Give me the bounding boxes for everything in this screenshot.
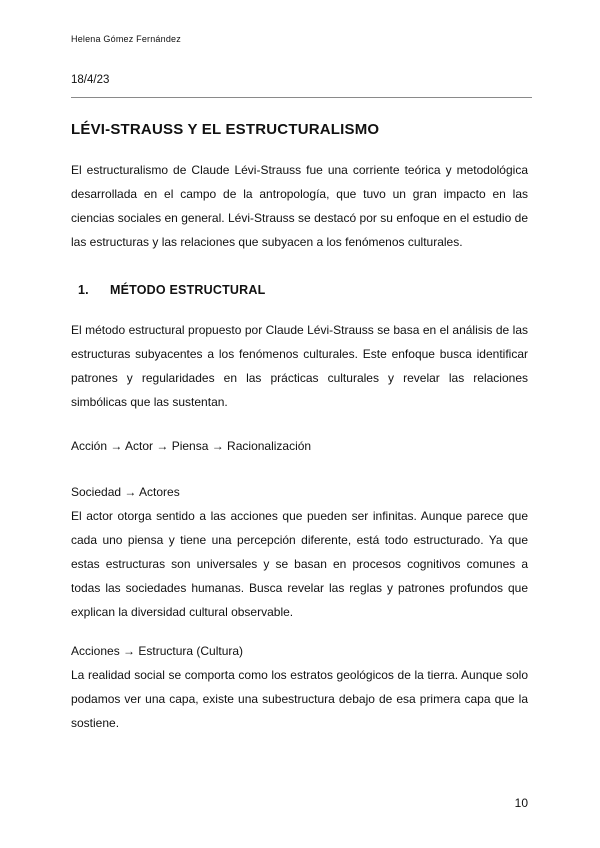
flow-line-sociedad: Sociedad → Actores <box>71 485 180 499</box>
document-author: Helena Gómez Fernández <box>71 34 181 44</box>
section-number: 1. <box>78 283 89 297</box>
document-title: LÉVI-STRAUSS Y EL ESTRUCTURALISMO <box>71 121 380 138</box>
flow-line-acciones: Acciones → Estructura (Cultura) <box>71 644 244 658</box>
section-heading-text: MÉTODO ESTRUCTURAL <box>110 283 266 297</box>
section-paragraph-1: El método estructural propuesto por Claude Lévi-Strauss se basa en el análisis de las estructuras subyacentes a los fenómenos culturales. Este enfoque busca identificar patrones y regularidades en las prácticas culturales y revelar las relaciones simbólicas que las sustentan. <box>71 323 528 409</box>
intro-paragraph: El estructuralismo de Claude Lévi-Strauss fue una corriente teórica y metodológica desarrollada en el campo de la antropología, que tuvo un gran impacto en las ciencias sociales en general. Lévi-Strauss se destacó por su enfoque en el estudio de las estructuras y las relaciones que subyacen a los fenómenos culturales. <box>71 163 528 249</box>
section-heading <box>78 283 528 297</box>
flow-line-accion: Acción → Actor → Piensa → Racionalización <box>71 439 312 453</box>
header-divider <box>71 97 532 98</box>
document-date: 18/4/23 <box>71 74 110 86</box>
page-number: 10 <box>514 796 528 810</box>
section-paragraph-3: La realidad social se comporta como los estratos geológicos de la tierra. Aunque solo podamos ver una capa, existe una subestructura debajo de esa primera capa que la sostiene. <box>71 668 528 730</box>
section-paragraph-2: El actor otorga sentido a las acciones que pueden ser infinitas. Aunque parece que cada uno piensa y tiene una percepción diferente, está todo estructurado. Ya que estas estructuras son universales y se basan en procesos cognitivos comunes a todas las sociedades humanas. Busca revelar las reglas y patrones profundos que explican la diversidad cultural observable. <box>71 509 528 619</box>
